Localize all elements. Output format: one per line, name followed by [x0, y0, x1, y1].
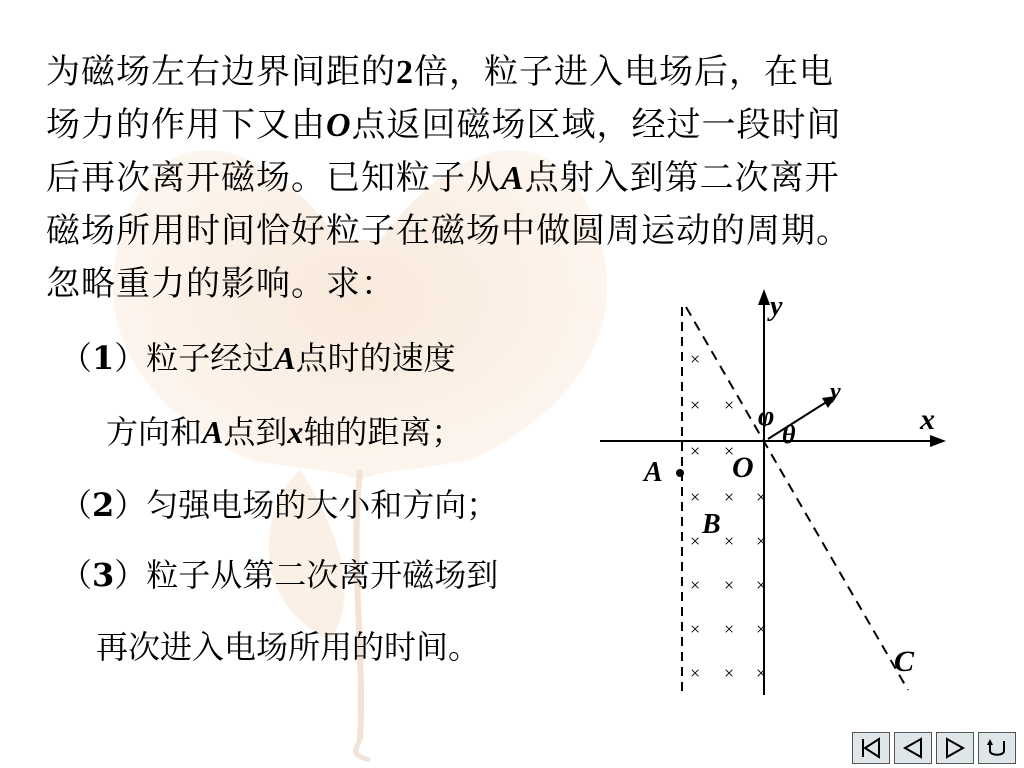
play-right-icon [943, 737, 967, 759]
y-axis-arrow [758, 289, 770, 305]
return-u-icon [985, 737, 1009, 759]
field-cross: × [690, 349, 701, 369]
field-cross: × [756, 531, 767, 551]
field-cross: × [690, 441, 701, 461]
point-o: O [326, 107, 352, 144]
label-y: y [770, 291, 783, 322]
return-button[interactable] [978, 732, 1016, 764]
physics-diagram [590, 285, 970, 705]
label-a: A [644, 457, 663, 488]
text-segment: 磁场所用时间恰好粒子在磁场中做圆周运动的周期。 [46, 211, 851, 251]
label-phi: φ [758, 401, 775, 432]
label-theta: θ [782, 420, 796, 449]
text-segment: 方向和 [106, 413, 203, 451]
field-cross: × [690, 663, 701, 683]
text-segment: 粒子从第二次离开磁场到 [146, 556, 499, 594]
text-segment: 场力的作用下又由 [46, 105, 326, 145]
number-2: 2 [396, 54, 414, 91]
field-cross: × [724, 395, 735, 415]
question-3 [60, 550, 498, 596]
problem-line-3 [46, 152, 976, 205]
field-cross: × [724, 487, 735, 507]
question-1-continuation [106, 407, 463, 453]
question-2 [60, 480, 498, 526]
problem-statement [46, 46, 976, 311]
field-cross: × [724, 575, 735, 595]
text-segment: 点到 [223, 413, 288, 451]
paren-close: ） [114, 556, 147, 594]
field-cross: × [690, 575, 701, 595]
point-a-dot [676, 469, 684, 477]
text-segment: 轴的距离； [303, 413, 464, 451]
skip-back-icon [859, 737, 883, 759]
label-x: x [920, 403, 935, 436]
label-c: C [894, 645, 915, 678]
field-cross: × [724, 531, 735, 551]
label-o: O [732, 451, 754, 484]
paren-open: （ [60, 556, 93, 594]
label-y-prime: y [830, 379, 841, 405]
problem-line-2 [46, 99, 976, 152]
paren-open: （ [60, 486, 93, 524]
x-variable: x [287, 414, 304, 450]
point-a: A [202, 414, 224, 450]
paren-close: ） [114, 486, 147, 524]
question-number: 1 [92, 339, 115, 377]
text-segment: 忽略重力的影响。求： [46, 264, 396, 304]
question-number: 2 [92, 486, 115, 524]
question-1 [60, 333, 456, 379]
play-left-icon [901, 737, 925, 759]
x-axis-arrow [930, 435, 946, 447]
field-cross: × [756, 575, 767, 595]
paren-close: ） [114, 339, 147, 377]
velocity-arrow [768, 401, 828, 439]
point-a: A [274, 340, 296, 376]
field-cross: × [724, 619, 735, 639]
dashed-line-oc [686, 307, 908, 690]
text-segment: 点返回磁场区域，经过一段时间 [351, 105, 842, 145]
prev-slide-button[interactable] [894, 732, 932, 764]
paren-open: （ [60, 339, 93, 377]
question-3-continuation [96, 622, 480, 668]
text-segment: 点射入到第二次离开 [524, 158, 840, 198]
first-slide-button[interactable] [852, 732, 890, 764]
field-cross: × [724, 441, 735, 461]
field-cross: × [690, 619, 701, 639]
slide-navigation [852, 732, 1016, 764]
point-a: A [501, 160, 525, 197]
field-cross: × [690, 395, 701, 415]
text-segment: 粒子经过 [146, 339, 275, 377]
text-segment: 点时的速度 [295, 339, 456, 377]
problem-line-4 [46, 205, 976, 258]
text-segment: 后再次离开磁场。已知粒子从 [46, 158, 501, 198]
field-cross: × [690, 487, 701, 507]
text-segment: 倍，粒子进入电场后，在电 [414, 52, 834, 92]
label-b: B [702, 509, 721, 540]
field-cross: × [756, 487, 767, 507]
next-slide-button[interactable] [936, 732, 974, 764]
problem-line-1 [46, 46, 976, 99]
field-cross: × [756, 619, 767, 639]
field-cross: × [690, 531, 701, 551]
field-cross: × [756, 663, 767, 683]
text-segment: 再次进入电场所用的时间。 [96, 628, 481, 666]
text-segment: 匀强电场的大小和方向； [146, 486, 499, 524]
question-number: 3 [92, 556, 115, 594]
text-segment: 为磁场左右边界间距的 [46, 52, 396, 92]
field-cross: × [724, 663, 735, 683]
